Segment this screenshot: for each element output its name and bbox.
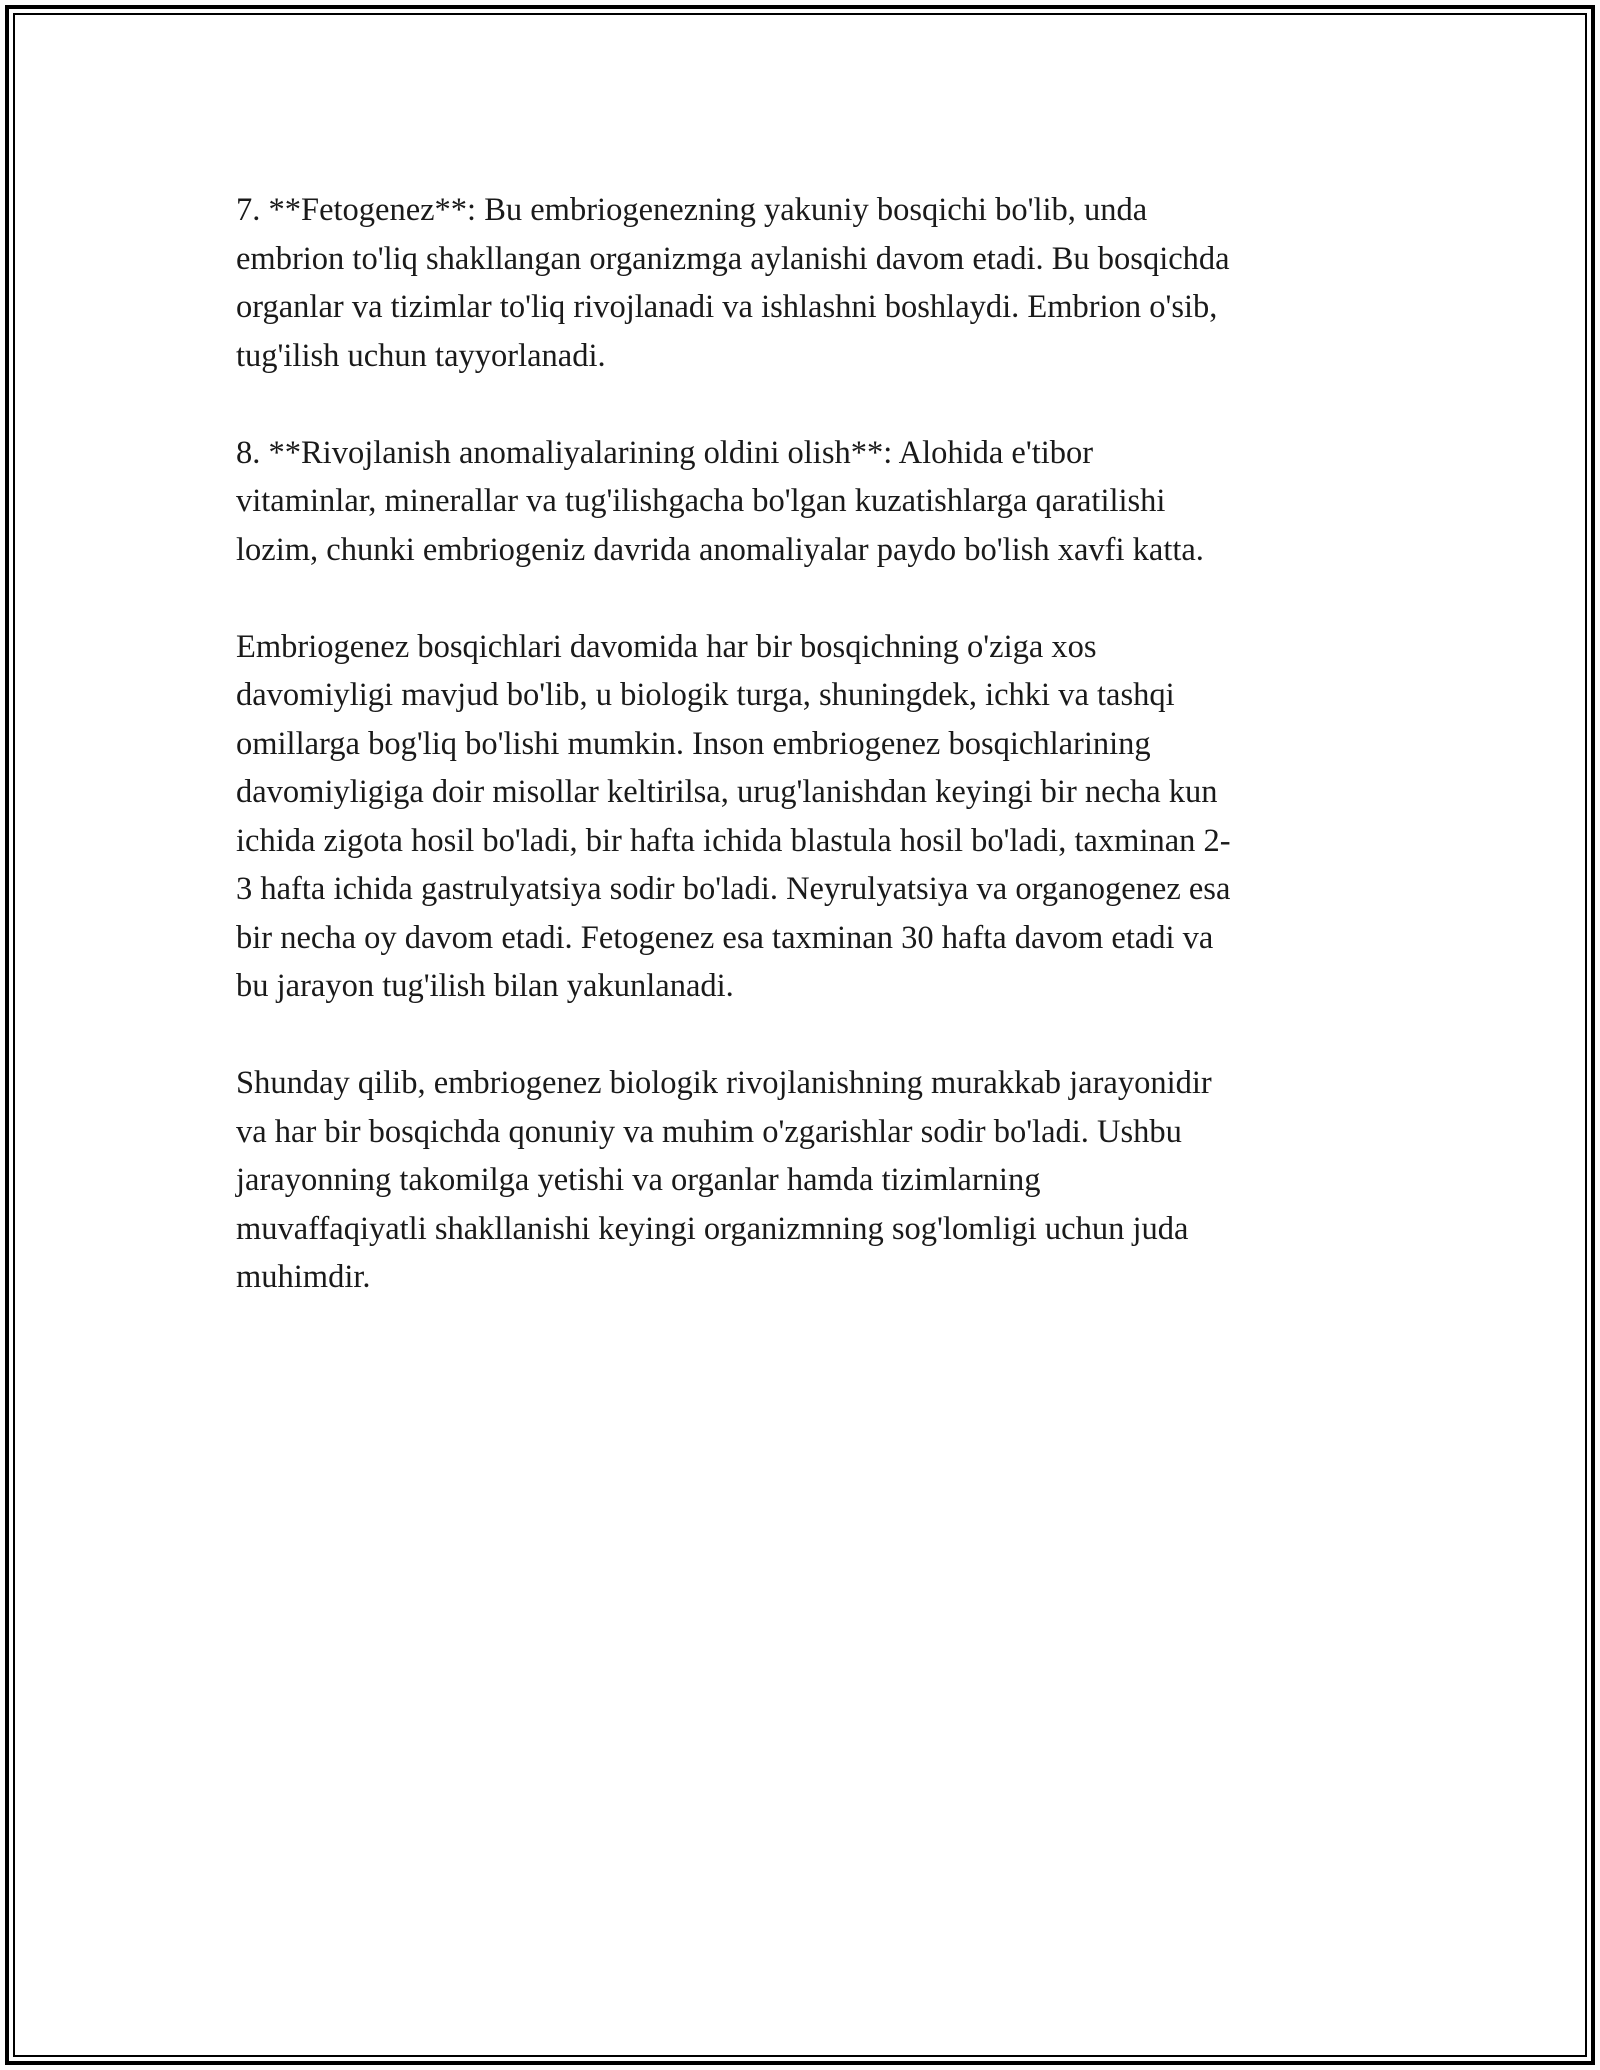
text-line: 7. **Fetogenez**: Bu embriogenezning yakuniy bosqichi bo'lib, unda (236, 192, 1148, 228)
paragraph-xulosa (236, 1059, 1376, 1302)
text-line: bu jarayon tug'ilish bilan yakunlanadi. (236, 968, 734, 1004)
text-line: organlar va tizimlar to'liq rivojlanadi va ishlashni boshlaydi. Embrion o'sib, (236, 289, 1218, 325)
text-line: omillarga bog'liq bo'lishi mumkin. Inson embriogenez bosqichlarining (236, 725, 1151, 762)
paragraph-davomiylik (236, 623, 1376, 1011)
text-line: jarayonning takomilga yetishi va organlar hamda tizimlarning (236, 1162, 1041, 1198)
text-line: ichida zigota hosil bo'ladi, bir hafta ichida blastula hosil bo'ladi, taxminan 2- (236, 822, 1231, 859)
text-line: muvaffaqiyatli shakllanishi keyingi organizmning sog'lomligi uchun juda (236, 1210, 1189, 1247)
text-line: 3 hafta ichida gastrulyatsiya sodir bo'ladi. Neyrulyatsiya va organogenez esa (236, 871, 1231, 907)
document-body (236, 186, 1376, 1350)
text-line: bir necha oy davom etadi. Fetogenez esa taxminan 30 hafta davom etadi va (236, 919, 1214, 956)
paragraph-fetogenez (236, 186, 1376, 380)
text-line: tug'ilish uchun tayyorlanadi. (236, 337, 606, 374)
text-line: muhimdir. (236, 1259, 371, 1295)
text-line: davomiyligiga doir misollar keltirilsa, urug'lanishdan keyingi bir necha kun (236, 774, 1218, 810)
paragraph-anomaliyalar (236, 429, 1376, 575)
text-line: 8. **Rivojlanish anomaliyalarining oldini olish**: Alohida e'tibor (236, 434, 1094, 471)
text-line: davomiyligi mavjud bo'lib, u biologik turga, shuningdek, ichki va tashqi (236, 677, 1175, 713)
text-line: Embriogenez bosqichlari davomida har bir bosqichning o'ziga xos (236, 628, 1097, 665)
text-line: Shunday qilib, embriogenez biologik rivojlanishning murakkab jarayonidir (236, 1065, 1212, 1101)
text-line: va har bir bosqichda qonuniy va muhim o'zgarishlar sodir bo'ladi. Ushbu (236, 1113, 1182, 1150)
text-line: vitaminlar, minerallar va tug'ilishgacha bo'lgan kuzatishlarga qaratilishi (236, 483, 1166, 519)
text-line: lozim, chunki embriogeniz davrida anomaliyalar paydo bo'lish xavfi katta. (236, 531, 1204, 568)
text-line: embrion to'liq shakllangan organizmga aylanishi davom etadi. Bu bosqichda (236, 240, 1230, 277)
